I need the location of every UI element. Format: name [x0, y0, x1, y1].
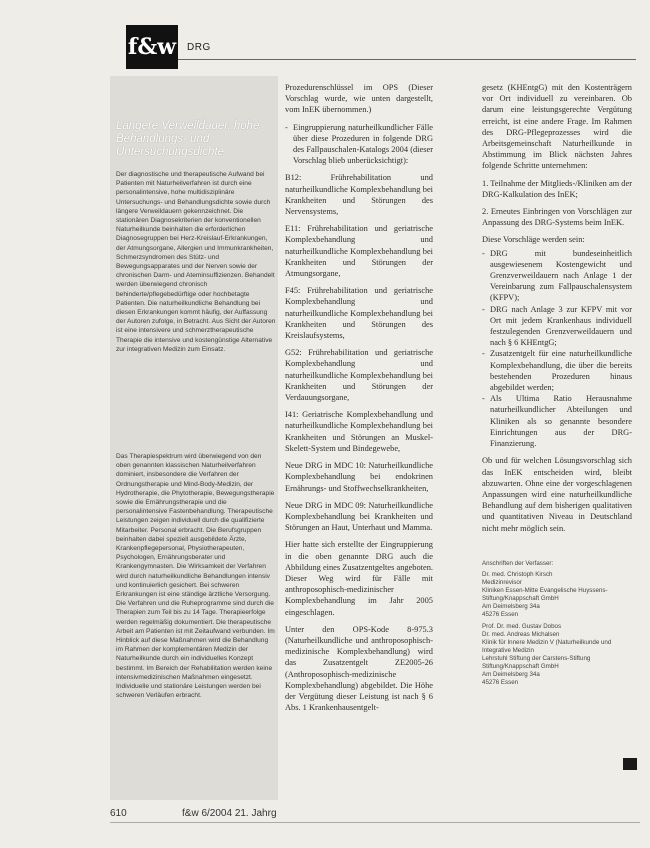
address-line: Stiftung/Knappschaft GmbH: [482, 595, 559, 602]
address-line: 45276 Essen: [482, 679, 519, 686]
address-line: Lehrstuhl Stiftung der Carstens-Stiftung: [482, 655, 591, 662]
authors-heading: Anschriften der Verfasser:: [482, 560, 554, 567]
journal-logo: f&w: [126, 25, 178, 69]
author-addresses: [482, 560, 632, 687]
list-item: - DRG mit bundeseinheitlich ausgewiesenem Kostengewicht und Grenzverweildauern nach Anlage 1 der Vereinbarung zum Fallpauschalensystem (KFPV);: [490, 248, 632, 304]
list-item: - Zusatzentgelt für eine naturheilkundliche Komplexbehandlung, die über die bereits bestehenden Prozeduren hinaus abgebildet werden;: [490, 348, 632, 393]
paragraph: Prozedurenschlüssel im OPS (Dieser Vorschlag wurde, wie unten dargestellt, vom InEK übernommen.): [285, 83, 433, 115]
address-line: 45276 Essen: [482, 611, 519, 618]
list-item: - DRG nach Anlage 3 zur KFPV mit vor Ort mit jedem Krankenhaus individuell festzulegenden Grenzverweildauern und nach § 6 KHEntgG;: [490, 304, 632, 349]
paragraph: Neue DRG in MDC 09: Naturheilkundliche Komplexbehandlung bei Krankheiten und Störungen an Haut, Unterhaut und Mamma.: [285, 500, 433, 533]
address-line: Am Deimelsberg 34a: [482, 671, 540, 678]
paragraph: Unter den OPS-Kode 8-975.3 (Naturheilkundliche und anthroposophisch-medizinische Komplexbehandlung) wird das Zusatzentgelt ZE2005-26 (Anthroposophisch-medizinische Komplexbehandlung) abgebildet. Die Höhe der Vergütung dieser Leistung ist nach § 6 Abs. 1 Krankenhausentgelt-: [285, 624, 433, 713]
paragraph: Hier hatte sich erstellte der Eingruppierung in die oben genannte DRG auch die Abbildung eines Zusatzentgeltes angeboten. Dieser Weg wird für Fälle mit anthroposophisch-medizinischer Komplexbehandlung im Jahr 2005 eingeschlagen.: [285, 540, 433, 617]
address-line: Medizinrevisor: [482, 579, 522, 586]
paragraph: Ob und für welchen Lösungsvorschlag sich das InEK entscheiden wird, bleibt abzuwarten. Ohne eine der vorgeschlagenen Anpassungen wird eine naturheilkundliche Behandlung auf dem bisherigen qualitativen und quantitativen Niveau in Deutschland nicht mehr möglich sein.: [482, 456, 632, 533]
page-number: 610: [110, 808, 127, 819]
bullet-list: [285, 122, 433, 167]
list-item: - Als Ultima Ratio Herausnahme naturheilkundlicher Abteilungen und Kliniken als so genannte besondere Einrichtungen aus der DRG-Finanzierung.: [490, 393, 632, 449]
footer-rule: [110, 822, 640, 823]
end-of-article-marker: [623, 758, 637, 770]
section-label: DRG: [187, 42, 211, 53]
bullet-list: [482, 248, 632, 450]
address-line: Integrative Medizin: [482, 647, 534, 654]
paragraph: E11: Frührehabilitation und geriatrische Komplexbehandlung und naturheilkundliche Komplexbehandlung bei Krankheiten und Störungen der Atmungsorgane,: [285, 224, 433, 279]
sidebar-title: Längere Verweildauer, hohe Behandlungs- und Untersuchungsdichte: [116, 120, 260, 158]
address-line: Dr. med. Christoph Kirsch: [482, 571, 553, 578]
paragraph: 2. Erneutes Einbringen von Vorschlägen zur Anpassung des DRG-Systems beim InEK.: [482, 207, 632, 228]
address-line: Stiftung/Knappschaft GmbH: [482, 663, 559, 670]
address-line: Kliniken Essen-Mitte Evangelische Huyssens-: [482, 587, 608, 594]
paragraph: gesetz (KHEntgG) mit den Kostenträgern vor Ort individuell zu vereinbaren. Ob darum eine leistungsgerechte Vergütung erreicht, ist eine andere Frage. Im Rahmen des DRG-Pflegeprozesses wird die Arbeitsgemeinschaft Naturheilkunde in Abstimmung im Blick nächsten Jahres folgende Schritte unternehmen:: [482, 83, 632, 171]
body-column-2: [285, 82, 433, 782]
sidebar-paragraph-1: Der diagnostische und therapeutische Aufwand bei Patienten mit Naturheilverfahren ist durch eine personalintensive, hohe multidisziplinäre Untersuchungs- und Behandlungsdichte sowie durch längere Verweildauern gekennzeichnet. Die stationären Diagnosekriterien der konventionellen Naturheilkunde beinhalten die erforderlichen Diagnosegruppen bei Herz-Kreislauf-Erkrankungen, der Atmungsorgane, Allergien und Immunkrankheiten, Schmerzsyndromen des Stütz- und Bewegungsapparates und der Nerven sowie der chronischen Darm- und Ateminsuffizienzen. Behandelt werden überwiegend chronisch behinderte/pflegebedürftige oder hochbetagte Patienten. Die naturheilkundliche Behandlung bei diesen Erkrankungen kommt häufig, der Auffassung der Autoren zufolge, in Betracht. Aus Sicht der Autoren ist eine intensivere und schmerztherapeutische Therapie die intensive und kostengünstige Alternative zur integrativen Medizin zum Einsatz.: [116, 171, 276, 353]
journal-citation: f&w 6/2004 21. Jahrg: [182, 808, 277, 819]
address-line: Am Deimelsberg 34a: [482, 603, 540, 610]
address-line: Dr. med. Andreas Michalsen: [482, 631, 560, 638]
paragraph: B12: Frührehabilitation und naturheilkundliche Komplexbehandlung bei Krankheiten und Störungen des Nervensystems,: [285, 173, 433, 217]
list-item: - Eingruppierung naturheilkundlicher Fälle über diese Prozeduren in folgende DRG des Fallpauschalen-Katalogs 2004 (dieser Vorschlag blieb unberücksichtigt):: [293, 122, 433, 167]
paragraph: F45: Frührehabilitation und geriatrische Komplexbehandlung und naturheilkundliche Komplexbehandlung bei Krankheiten und Störungen des Kreislaufsystems,: [285, 286, 433, 341]
paragraph: G52: Frührehabilitation und geriatrische Komplexbehandlung und naturheilkundliche Komplexbehandlung bei Krankheiten und Störungen der Verdauungsorgane,: [285, 348, 433, 403]
address-line: Prof. Dr. med. Gustav Dobos: [482, 623, 562, 630]
address-line: Klinik für Innere Medizin V (Naturheilkunde und: [482, 639, 612, 646]
paragraph: Neue DRG in MDC 10: Naturheilkundliche Komplexbehandlung bei endokrinen Ernährungs- und Stoffwechselkrankheiten,: [285, 461, 433, 493]
paragraph: I41: Geriatrische Komplexbehandlung und naturheilkundliche Komplexbehandlung bei Krankheiten und Störungen an Muskel-Skelett-System und Bindegewebe,: [285, 410, 433, 453]
header-rule: [178, 59, 636, 60]
paragraph: Diese Vorschläge werden sein:: [482, 235, 585, 245]
paragraph: 1. Teilnahme der Mitglieds-/Kliniken am der DRG-Kalkulation des InEK;: [482, 178, 632, 199]
sidebar-paragraph-2: Das Therapiespektrum wird überwiegend von den oben genannten klassischen Naturheilverfahren dominiert, insbesondere die Verfahren der Ordnungstherapie und Mind-Body-Medizin, der Hydrotherapie, die Phytotherapie, Bewegungstherapie sowie die Ernährungstherapie und die personalintensive Fastenbehandlung. Therapeutische Leistungen zeigen individuell durch die qualifizierte Mitarbeiter. Personal erbracht. Die Berufsgruppen beinhalten dabei speziell ausgebildete Ärzte, Krankenpflegepersonal, Physiotherapeuten, Psychologen, Ernährungsberater und Krankengymnasten. Die Wirksamkeit der Verfahren wird durch naturheilkundliche Behandlungen intensiv und kontinuierlich gesichert. Bei schweren Erkrankungen ist eine ständige ärztliche Versorgung. Die Verfahren und die Ruheprogramme sind durch die Therapien zum Teil bis zu 14 Tage. Therapieerfolge werden regelmäßig dokumentiert. Die therapeutische Arbeit am Patienten ist mit Zeitaufwand verbunden. Im Hinblick auf diese Maßnahmen wird die Behandlung im Rahmen der komplementären Medizin der Naturheilkunde durch ein individuelles Konzept bestimmt. Im Bereich der Rehabilitation werden keine intensivmedizinischen Maßnahmen eingesetzt. Individuelle und stationäre Leistungen werden bei schweren Verläufen erbracht.: [116, 453, 275, 700]
